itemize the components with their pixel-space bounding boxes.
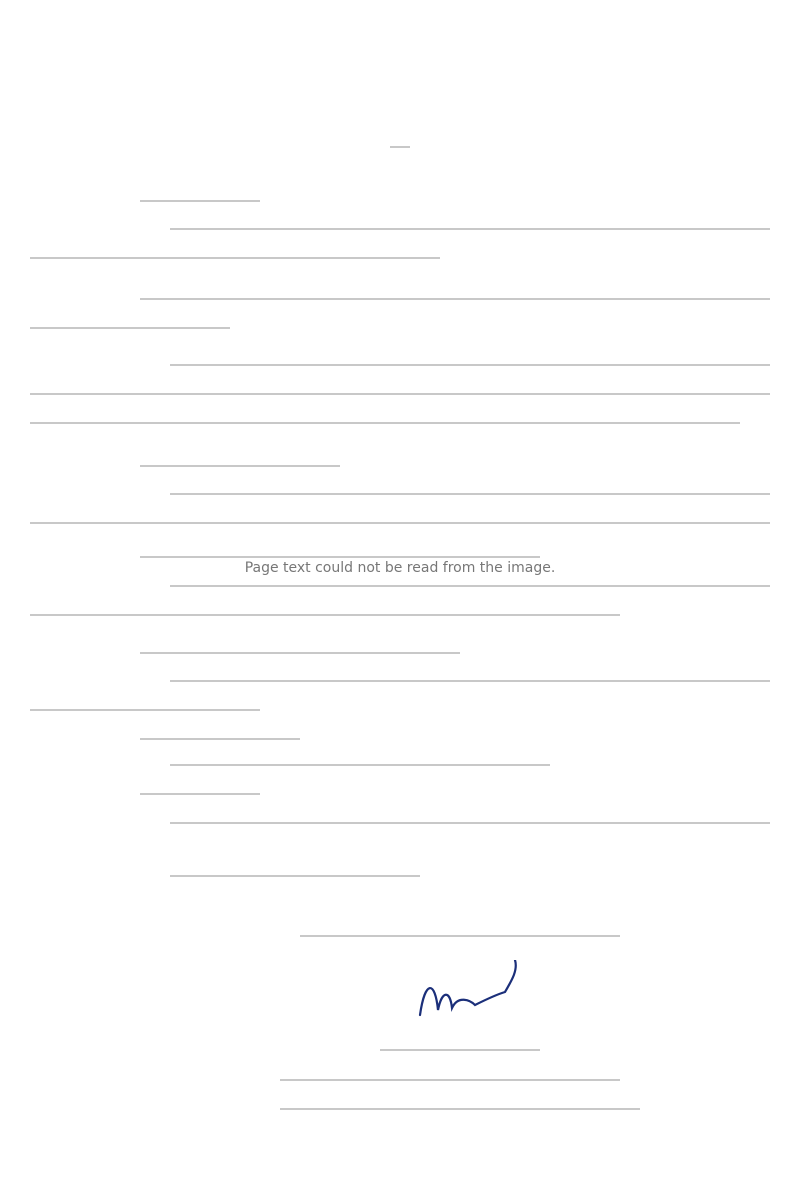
- text-line: [140, 465, 340, 467]
- text-line: [140, 793, 260, 795]
- text-line: [170, 764, 550, 766]
- text-line: [380, 1049, 540, 1051]
- text-line: [280, 1108, 640, 1110]
- text-line: [30, 393, 770, 395]
- text-line: [390, 146, 410, 148]
- text-line: [30, 614, 620, 616]
- text-line: [30, 327, 230, 329]
- text-line: [30, 522, 770, 524]
- text-line: [170, 493, 770, 495]
- text-line: [30, 709, 260, 711]
- text-line: [300, 935, 620, 937]
- text-line: [140, 652, 460, 654]
- text-line: [30, 257, 440, 259]
- text-line: [170, 822, 770, 824]
- text-line: [170, 680, 770, 682]
- text-line: [170, 585, 770, 587]
- text-line: [170, 228, 770, 230]
- text-line: [280, 1079, 620, 1081]
- text-line: [140, 298, 770, 300]
- text-line: [140, 556, 540, 558]
- text-line: [30, 422, 740, 424]
- text-line: [140, 738, 300, 740]
- text-line: [170, 875, 420, 877]
- unreadable-note: Page text could not be read from the image.: [244, 560, 556, 576]
- text-line: [140, 200, 260, 202]
- signature-icon: [400, 960, 520, 1040]
- text-line: [170, 364, 770, 366]
